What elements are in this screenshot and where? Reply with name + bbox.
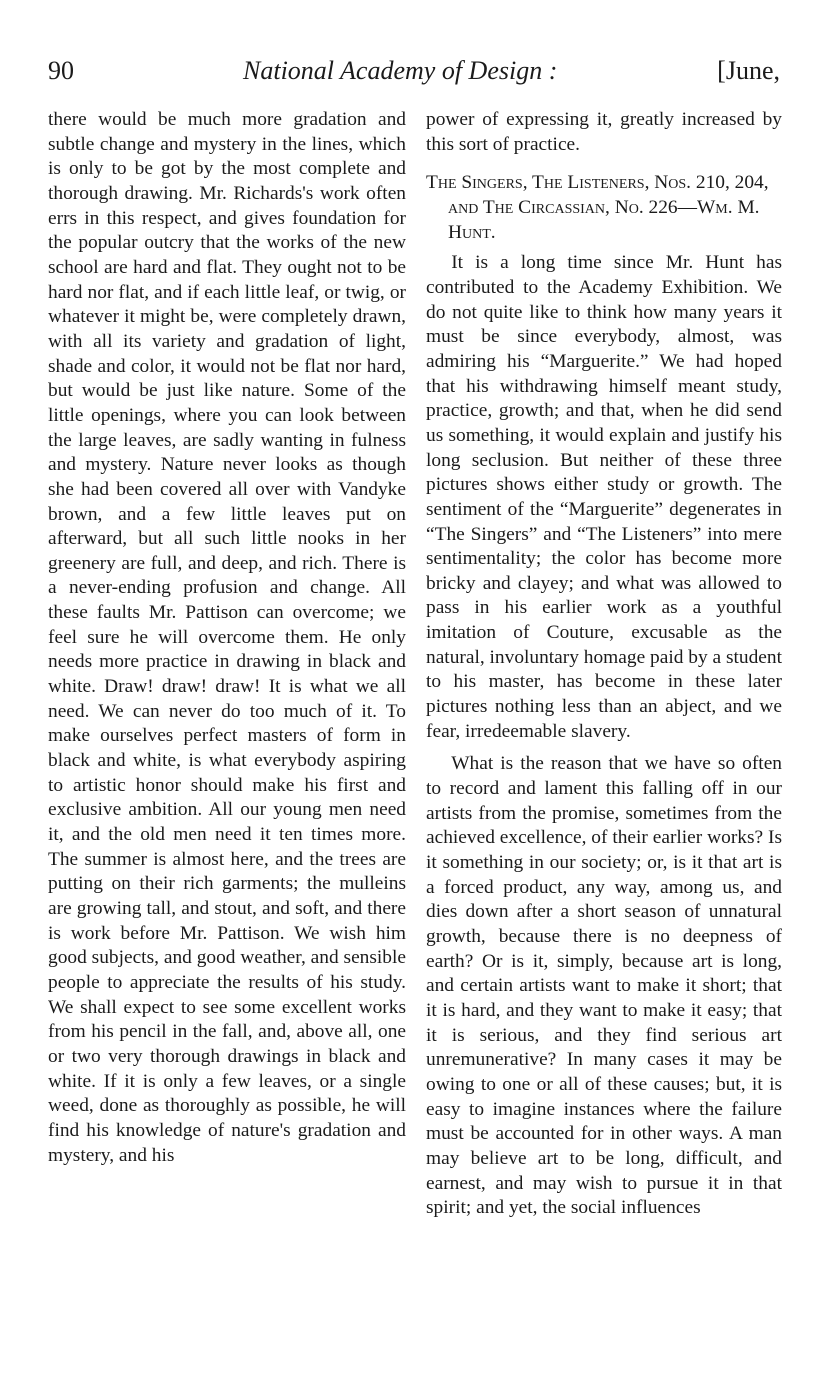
right-column: [426, 108, 782, 1221]
right-paragraph-2: It is a long time since Mr. Hunt has contributed to the Academy Exhibition. We do not quite like to think how many years it must be since everybody, almost, was admiring his “Marguerite.” We had hoped that his withdrawing himself meant study, practice, growth; and that, when he did send us something, it would explain and justify his long seclusion. But neither of these three pictures shows either study or growth. The sentiment of the “Marguerite” degenerates in “The Singers” and “The Listeners” into mere sentimentality; the color has become more bricky and clayey; and what was allowed to pass in his earlier work as a youthful imitation of Couture, excusable as the natural, involuntary homage paid by a student to his master, has become in these later pictures nothing less than an abject, and we fear, irredeemable slavery.: [426, 252, 782, 742]
page-number: 90: [48, 56, 74, 85]
running-title: National Academy of Design :: [243, 56, 558, 85]
left-column: [48, 108, 406, 1168]
section-heading: The Singers, The Listeners, Nos. 210, 204, and The Circassian, No. 226—Wm. M. Hunt.: [426, 172, 769, 243]
running-date: [June,: [717, 56, 780, 85]
page-header: [48, 56, 780, 96]
left-paragraph-1: there would be much more gradation and subtle change and mystery in the lines, which is only to be got by the most complete and thorough drawing. Mr. Richards's work often errs in this respect, and gives foundation for the popular outcry that the works of the new school are hard and flat. They ought not to be hard nor flat, and if each little leaf, or twig, or whatever it might be, were completely drawn, with all its variety and gradation of light, shade and color, it would not be flat nor hard, but would be just like nature. Some of the little openings, where you can look between the large leaves, are sadly wanting in fulness and mystery. Nature never looks as though she had been covered all over with Vandyke brown, and a few little leaves put on afterward, but all such little nooks in her greenery are full, and deep, and rich. There is a never-ending profusion and change. All these faults Mr. Pattison can overcome; we feel sure he will overcome them. He only needs more practice in drawing in black and white. Draw! draw! draw! It is what we all need. We can never do too much of it. To make ourselves perfect masters of form in black and white, is what everybody aspiring to artistic honor should make his first and exclusive ambition. All our young men need it, and the old men need it ten times more. The summer is almost here, and the trees are putting on their rich garments; the mulleins are growing tall, and stout, and soft, and there is work before Mr. Pattison. We wish him good subjects, and good weather, and sensible people to appreciate the results of his study. We shall expect to see some excellent works from his pencil in the fall, and, above all, one or two very thorough drawings in black and white. If it is only a few leaves, or a single weed, done as thoroughly as possible, he will find his knowledge of nature's gradation and mystery, and his: [48, 109, 406, 1166]
right-paragraph-1: power of expressing it, greatly increased by this sort of practice.: [426, 109, 782, 155]
right-paragraph-3: What is the reason that we have so often to record and lament this falling off in our artists from the promise, sometimes from the achieved excellence, of their earlier works? Is it something in our society; or, is it that art is a forced product, any way, among us, and dies down after a short season of unnatural growth, because there is no deepness of earth? Or is it, simply, because art is long, and certain artists want to make it short; that it is hard, and they want to make it easy; that it is serious, and they find serious art unremunerative? In many cases it may be owing to one or all of these causes; but, it is easy to imagine instances where the failure must be accounted for in other ways. A man may believe art to be long, difficult, and earnest, and may wish to pursue it in that spirit; and yet, the social influences: [426, 753, 782, 1219]
